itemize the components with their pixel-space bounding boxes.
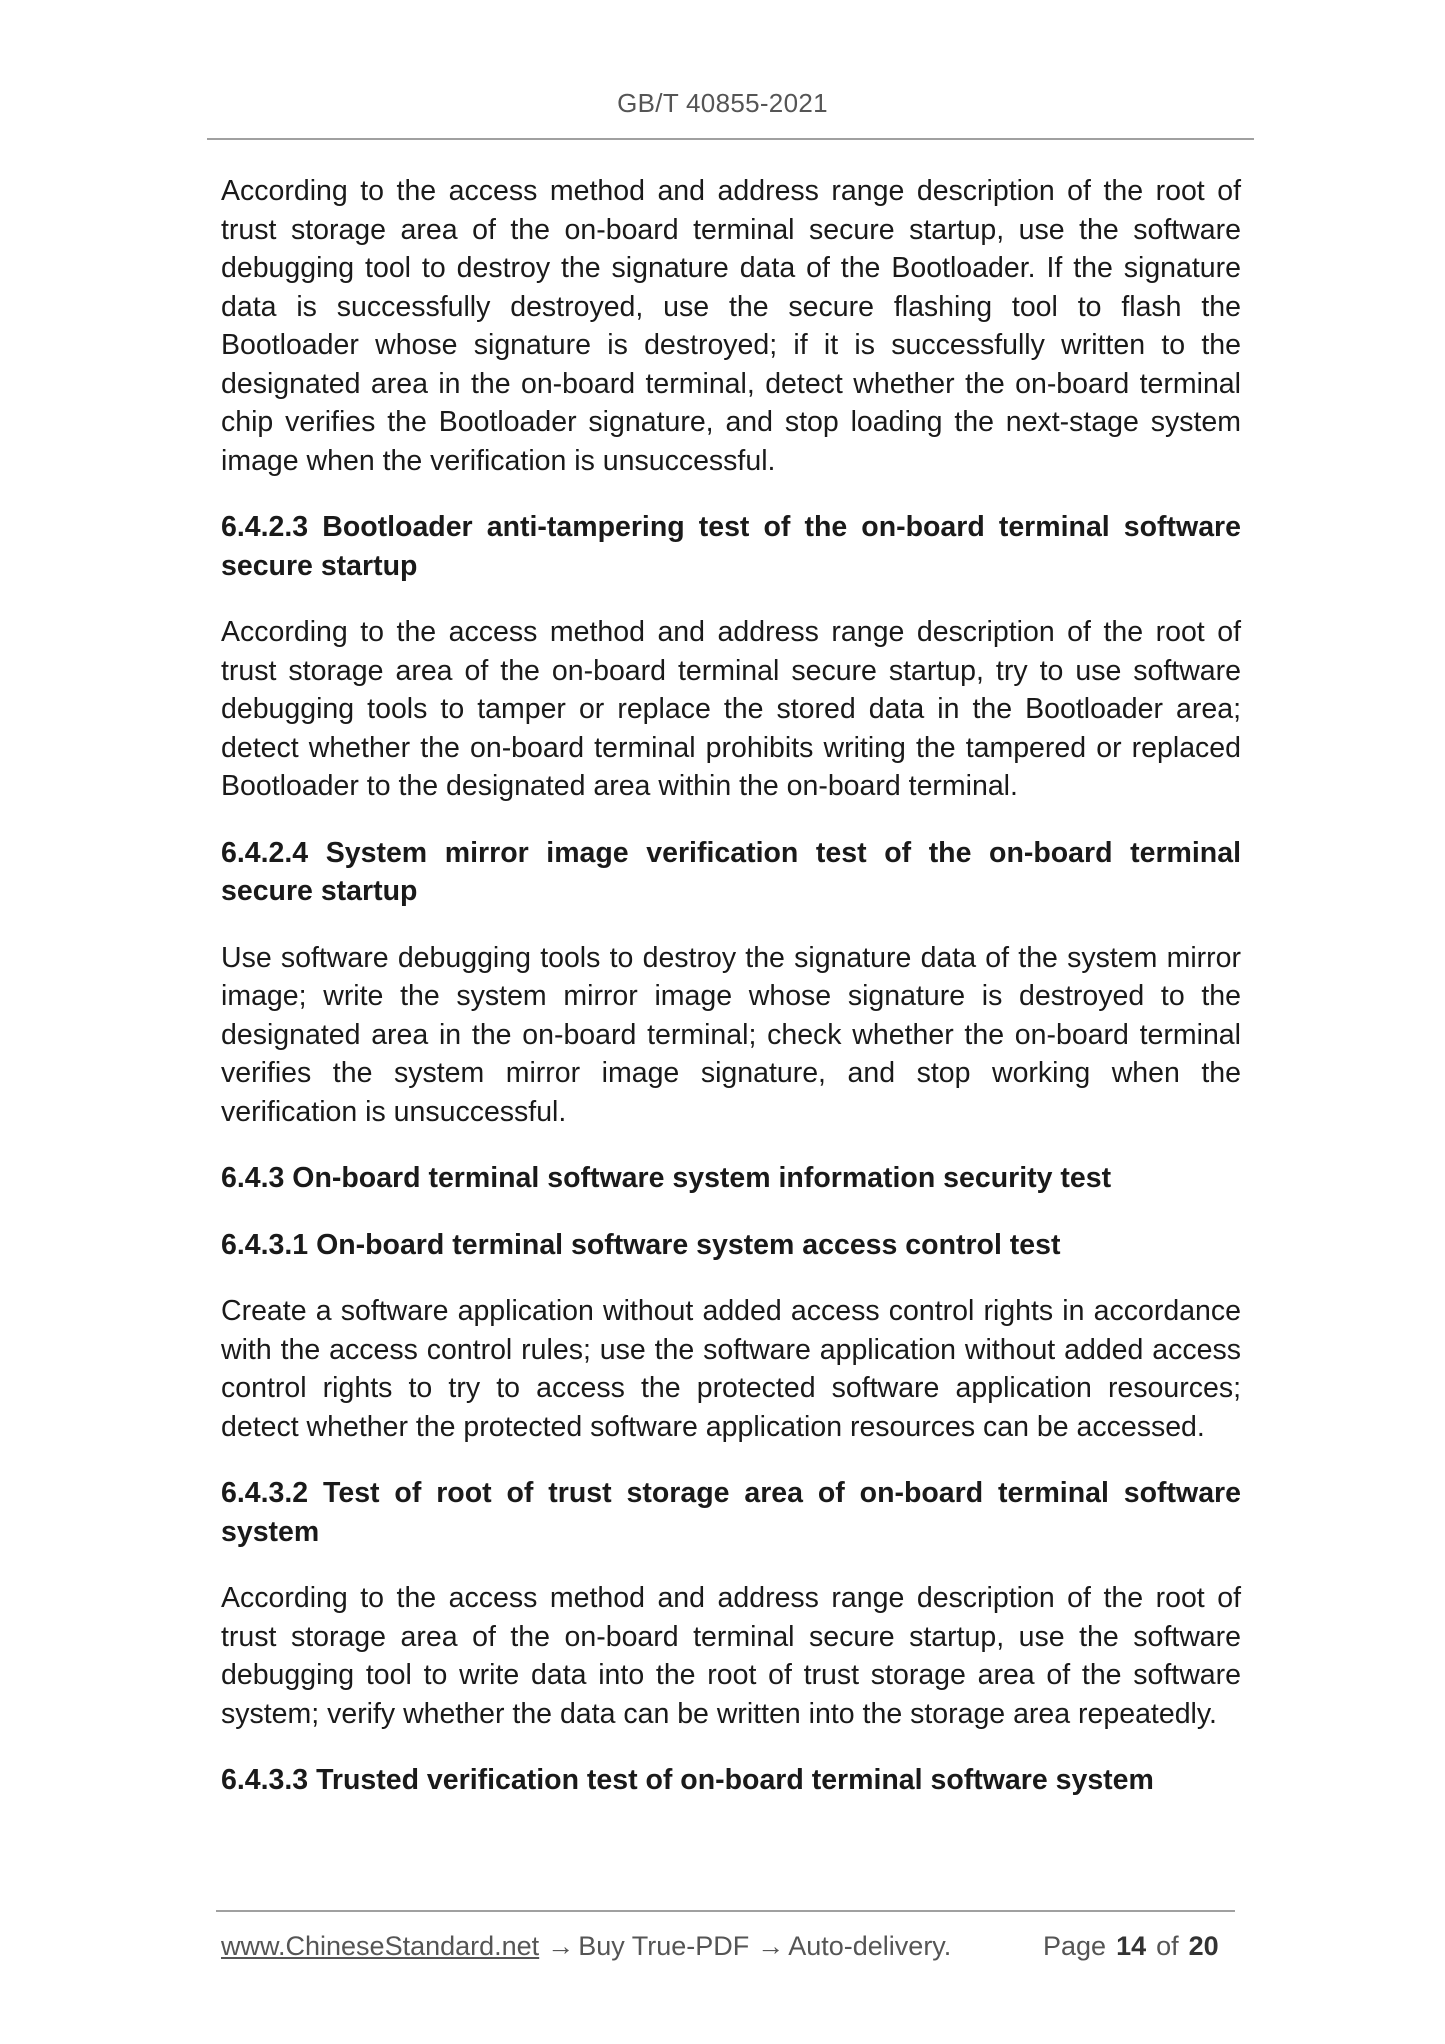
page-number-indicator bbox=[1043, 1931, 1229, 1962]
section-heading-6-4-3-2: 6.4.3.2 Test of root of trust storage area of on-board terminal software system bbox=[221, 1477, 1241, 1548]
paragraph-access-control-test: Create a software application without added access control rights in accordance with the access control rules; use the software application without added access control rights to try to access the protected software application resources; detect whether the protected software application resources can be accessed. bbox=[221, 1295, 1241, 1443]
arrow-right-icon: → bbox=[757, 1931, 785, 1961]
section-heading-6-4-3-3: 6.4.3.3 Trusted verification test of on-board terminal software system bbox=[221, 1764, 1154, 1796]
section-heading-6-4-3: 6.4.3 On-board terminal software system information security test bbox=[221, 1162, 1112, 1194]
page-current: 14 bbox=[1116, 1931, 1147, 1961]
document-code-header: GB/T 40855-2021 bbox=[617, 88, 828, 118]
header-divider bbox=[207, 138, 1254, 140]
footer-promo bbox=[221, 1931, 951, 1962]
footer-divider bbox=[216, 1910, 1235, 1912]
site-link[interactable]: www.ChineseStandard.net bbox=[221, 1931, 540, 1961]
page-label: Page bbox=[1043, 1931, 1107, 1961]
paragraph-root-of-trust-storage-test: According to the access method and address range description of the root of trust storage area of the on-board terminal secure startup, use the software debugging tool to write data into the root of trust storage area of the software system; verify whether the data can be written into the storage area repeatedly. bbox=[221, 1582, 1241, 1730]
paragraph-bootloader-anti-tampering: According to the access method and address range description of the root of trust storage area of the on-board terminal secure startup, try to use software debugging tools to tamper or replace the stored data in the Bootloader area; detect whether the on-board terminal prohibits writing the tampered or replaced Bootloader to the designated area within the on-board terminal. bbox=[221, 616, 1241, 802]
page-total: 20 bbox=[1188, 1931, 1219, 1961]
arrow-right-icon: → bbox=[547, 1931, 575, 1961]
auto-delivery-text: Auto-delivery. bbox=[788, 1931, 952, 1961]
paragraph-bootloader-signature-test: According to the access method and address range description of the root of trust storage area of the on-board terminal secure startup, use the software debugging tool to destroy the signature data of the Bootloader. If the signature data is successfully destroyed, use the secure flashing tool to flash the Bootloader whose signature is destroyed; if it is successfully written to the designated area in the on-board terminal, detect whether the on-board terminal chip verifies the Bootloader signature, and stop loading the next-stage system image when the verification is unsuccessful. bbox=[221, 175, 1241, 477]
of-label: of bbox=[1156, 1931, 1179, 1961]
section-heading-6-4-3-1: 6.4.3.1 On-board terminal software system access control test bbox=[221, 1228, 1061, 1261]
paragraph-system-image-verification: Use software debugging tools to destroy the signature data of the system mirror image; write the system mirror image whose signature is destroyed to the designated area in the on-board terminal; check whether the on-board terminal verifies the system mirror image signature, and stop working when the verification is unsuccessful. bbox=[221, 941, 1241, 1128]
section-heading-6-4-2-3: 6.4.2.3 Bootloader anti-tampering test of the on-board terminal software secure startup bbox=[221, 511, 1241, 582]
buy-true-pdf-text: Buy True-PDF bbox=[578, 1931, 750, 1961]
page-body bbox=[221, 172, 1241, 1828]
section-heading-6-4-2-4: 6.4.2.4 System mirror image verification test of the on-board terminal secure startup bbox=[221, 836, 1241, 907]
